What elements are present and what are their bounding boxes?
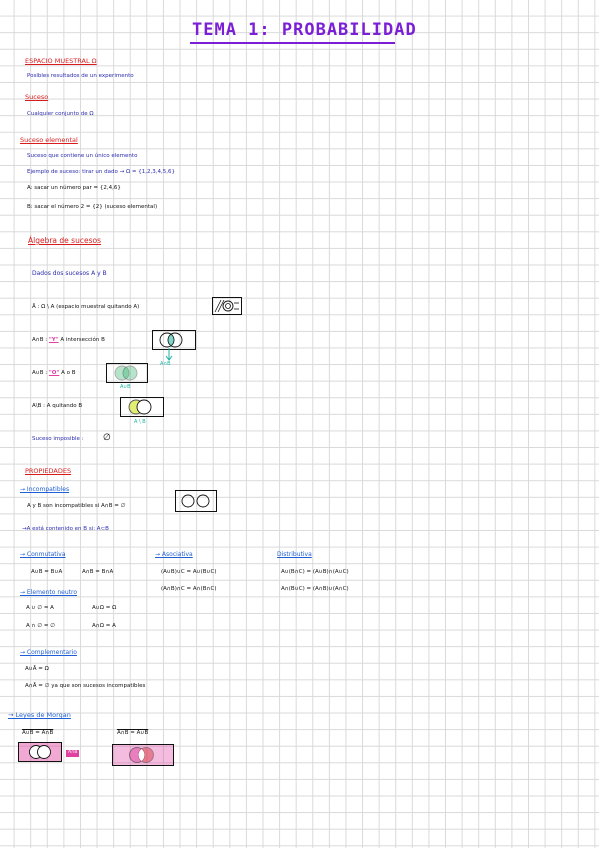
diferencia-venn-icon [121,398,163,416]
incompatibles-text: A y B son incompatibles si A∩B = ∅ [27,503,126,509]
dados-sucesos-text: Dados dos sucesos A y B [32,270,107,277]
empty-set-symbol: ∅ [103,433,111,443]
morgan-ley-2: A∩B = Ā∪B̄ [117,730,149,736]
heading-propiedades: PROPIEDADES [25,467,72,475]
interseccion-diagram [152,330,196,350]
morgan-venn-icon-1 [19,743,61,761]
interseccion-label [32,338,105,344]
asociativa-interseccion: (A∩B)∩C = A∩(B∩C) [161,586,217,592]
distributiva-union: A∪(B∩C) = (A∪B)∩(A∪C) [281,569,349,575]
heading-leyes-morgan: → Leyes de Morgan [8,711,71,719]
heading-suceso: Suceso [25,93,49,101]
diferencia-diagram [120,397,164,417]
distributiva-interseccion: A∩(B∪C) = (A∩B)∪(A∩C) [281,586,349,592]
suceso-text: Cualquier conjunto de Ω [27,111,94,117]
neutro-union-omega: A∪Ω = Ω [92,605,117,611]
ejemplo-text: Ejemplo de suceso: tirar un dado → Ω = {1,2,3,4,5,6} [27,169,176,175]
morgan-ley-1: A∪B = Ā∩B̄ [22,730,54,736]
page-title: TEMA 1: PROBABILIDAD [192,20,417,40]
heading-conmutativa: → Conmutativa [20,551,66,558]
heading-complementario: → Complementario [20,649,77,656]
union-symbol: A∪B : [32,370,48,376]
interseccion-text: A intersección B [60,337,105,343]
diferencia-text: A\B : A quitando B [32,403,83,409]
morgan-venn-icon-2 [113,745,173,765]
heading-distributiva: Distributiva [277,551,312,558]
espacio-muestral-text: Posibles resultados de un experimento [27,73,134,79]
complemento-text: Ā : Ω \ A (espacio muestral quitando A) [32,304,140,310]
complemento-venn-icon [213,298,241,314]
morgan-diagram-2 [112,744,174,766]
union-venn-icon [107,364,147,382]
diferencia-under-label: A \ B [134,419,146,425]
neutro-interseccion-vacio: A ∩ ∅ = ∅ [26,623,55,629]
heading-suceso-elemental: Suceso elemental [20,136,78,144]
union-word: "O" [48,370,60,376]
conmutativa-interseccion: A∩B = B∩A [82,569,114,575]
heading-algebra-sucesos: Álgebra de sucesos [28,236,101,245]
neutro-union-vacio: A ∪ ∅ = A [26,605,54,611]
title-underline [190,42,395,44]
union-label [32,371,76,377]
arrow-down-icon [164,348,174,362]
suceso-a-text: A: sacar un número par = {2,4,6} [27,185,121,191]
heading-incompatibles: → Incompatibles [20,486,70,493]
suceso-b-text: B: sacar el número 2 = {2} (suceso elemental) [27,204,158,210]
neutro-interseccion-omega: A∩Ω = A [92,623,116,629]
asociativa-union: (A∪B)∪C = A∪(B∪C) [161,569,217,575]
interseccion-venn-icon [153,331,195,349]
heading-espacio-muestral: ESPACIO MUESTRAL Ω [25,57,97,65]
complemento-diagram [212,297,242,315]
interseccion-arrow-label: A∩B [160,361,171,367]
heading-asociativa: → Asociativa [155,551,193,558]
incompatibles-diagram [175,490,217,512]
union-diagram [106,363,148,383]
interseccion-symbol: A∩B : [32,337,48,343]
suceso-imposible-text: Suceso imposible : [32,436,84,442]
complementario-interseccion: A∩Ā = ∅ ya que son sucesos incompatibles [25,683,146,689]
incompatibles-venn-icon [176,491,216,511]
heading-elemento-neutro: → Elemento neutro [20,589,78,596]
interseccion-word: "Y" [48,337,59,343]
conmutativa-union: A∪B = B∪A [31,569,63,575]
suceso-elemental-text: Suceso que contiene un único elemento [27,153,138,159]
union-text: A o B [61,370,76,376]
morgan-tag: Ā∩B̄ [68,750,78,755]
union-under-label: A∪B [120,384,131,390]
morgan-diagram-1 [18,742,62,762]
contenido-text: →A está contenido en B si: A⊂B [22,526,109,532]
complementario-union: A∪Ā = Ω [25,666,49,672]
